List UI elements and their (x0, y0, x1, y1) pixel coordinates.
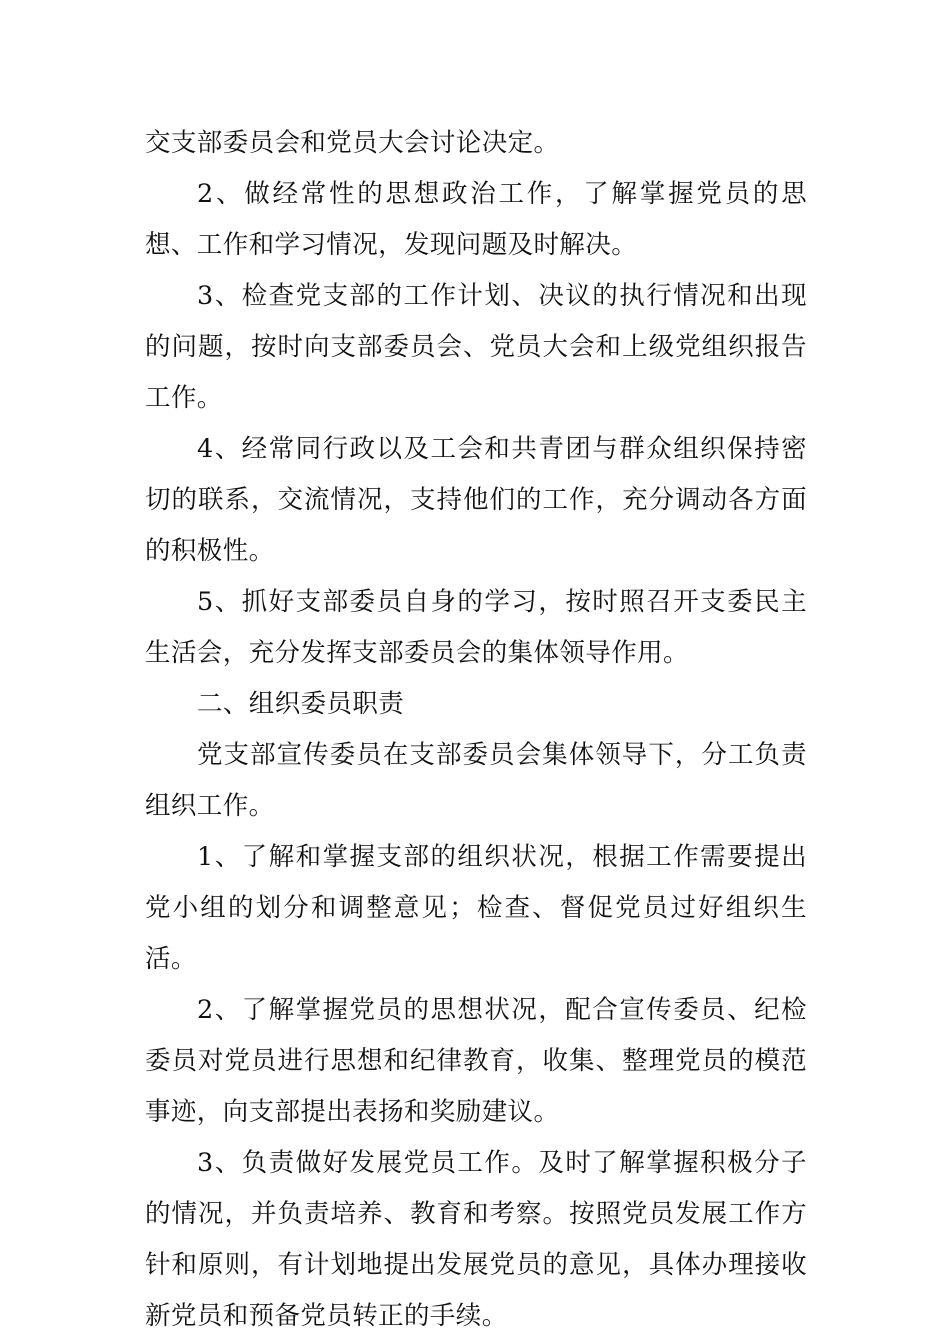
paragraph-org-item-3: 3、负责做好发展党员工作。及时了解掌握积极分子的情况，并负责培养、教育和考察。按照党员发展工作方针和原则，有计划地提出发展党员的意见，具体办理接收新党员和预备党员转正的手续。 (145, 1148, 807, 1331)
paragraph-item-3: 3、检查党支部的工作计划、决议的执行情况和出现的问题，按时向支部委员会、党员大会和上级党组织报告工作。 (145, 281, 807, 413)
paragraph-org-item-1: 1、了解和掌握支部的组织状况，根据工作需要提出党小组的划分和调整意见；检查、督促党员过好组织生活。 (145, 842, 807, 974)
paragraph-item-5: 5、抓好支部委员自身的学习，按时照召开支委民主生活会，充分发挥支部委员会的集体领导作用。 (145, 587, 807, 668)
paragraph-org-item-2: 2、了解掌握党员的思想状况，配合宣传委员、纪检委员对党员进行思想和纪律教育，收集、整理党员的模范事迹，向支部提出表扬和奖励建议。 (145, 995, 807, 1127)
section-intro: 党支部宣传委员在支部委员会集体领导下，分工负责组织工作。 (145, 740, 807, 821)
paragraph-continuation: 交支部委员会和党员大会讨论决定。 (145, 128, 560, 158)
paragraph-item-4: 4、经常同行政以及工会和共青团与群众组织保持密切的联系，交流情况，支持他们的工作，充分调动各方面的积极性。 (145, 434, 807, 566)
document-page (145, 118, 807, 1342)
section-heading: 二、组织委员职责 (197, 689, 405, 719)
paragraph-item-2: 2、做经常性的思想政治工作，了解掌握党员的思想、工作和学习情况，发现问题及时解决。 (145, 179, 807, 260)
